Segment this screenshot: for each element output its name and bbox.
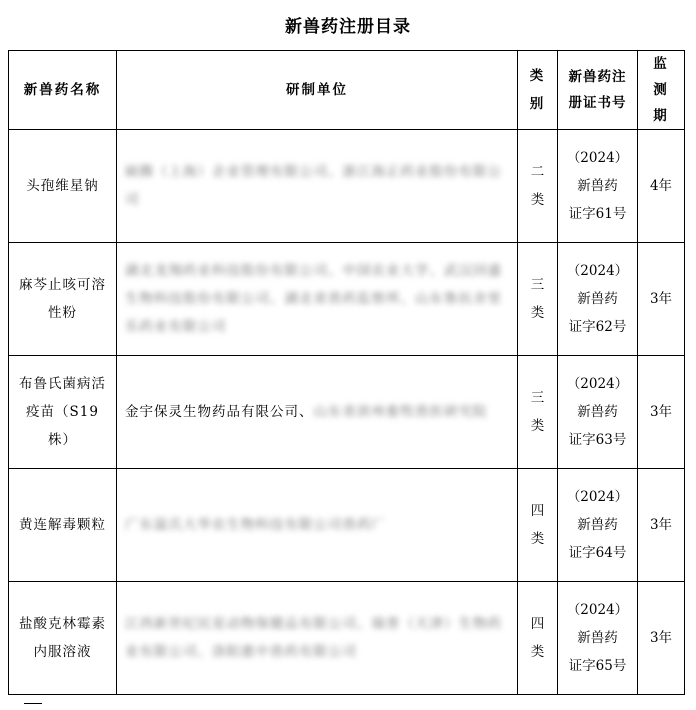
- category-cell: [518, 469, 558, 582]
- developer-unit: [117, 243, 518, 356]
- cert-number: 证字61号: [568, 206, 627, 222]
- cert-number: 证字63号: [568, 432, 627, 448]
- registry-table: [8, 50, 685, 695]
- cert-prefix: 新兽药: [577, 404, 618, 420]
- table-row: [9, 130, 685, 243]
- table-row: [9, 243, 685, 356]
- monitor-period: 3年: [638, 356, 685, 469]
- cert-year: （2024）: [566, 150, 629, 166]
- drug-name: 麻芩止咳可溶性粉: [9, 243, 117, 356]
- table-row: [9, 469, 685, 582]
- developer-unit: [117, 356, 518, 469]
- cert-year: （2024）: [566, 489, 629, 505]
- monitor-period: 4年: [638, 130, 685, 243]
- developer-unit-redacted: 山东省滨州畜牧兽医研究院: [313, 404, 488, 420]
- drug-name: 盐酸克林霉素内服溶液: [9, 582, 117, 695]
- header-category: [518, 51, 558, 130]
- cert-year: （2024）: [566, 602, 629, 618]
- table-row: [9, 582, 685, 695]
- cert-cell: [558, 582, 638, 695]
- category: 四类: [530, 616, 545, 660]
- category-cell: [518, 582, 558, 695]
- category-cell: [518, 243, 558, 356]
- cert-year: （2024）: [566, 263, 629, 279]
- page-title: 新兽药注册目录: [285, 17, 411, 37]
- category: 二类: [530, 164, 545, 208]
- cert-number: 证字62号: [568, 319, 627, 335]
- monitor-period: 3年: [638, 582, 685, 695]
- developer-unit-redacted: 江西新世纪民星动物保健品有限公司、瑞普（天津）生物药业有限公司、洛阳惠中兽药有限公司: [125, 616, 502, 660]
- cert-prefix: 新兽药: [577, 291, 618, 307]
- cert-cell: [558, 356, 638, 469]
- drug-name: 布鲁氏菌病活疫苗（S19株）: [9, 356, 117, 469]
- table-row: [9, 356, 685, 469]
- drug-name: 头孢维星钠: [9, 130, 117, 243]
- developer-unit-redacted: 硕腾（上海）企业管理有限公司、浙江海正药业股份有限公司: [125, 164, 502, 208]
- cert-prefix: 新兽药: [577, 630, 618, 646]
- header-monitor-label: 监测期: [653, 56, 669, 124]
- category-cell: [518, 130, 558, 243]
- developer-unit-text: 金宇保灵生物药品有限公司、: [125, 404, 314, 420]
- cert-prefix: 新兽药: [577, 517, 618, 533]
- footnote-stub: [24, 703, 42, 704]
- header-monitor: [638, 51, 685, 130]
- header-name: 新兽药名称: [9, 51, 117, 130]
- header-category-label: 类别: [529, 68, 546, 112]
- developer-unit-redacted: 广东温氏大华农生物科技有限公司兽药厂: [125, 517, 386, 533]
- monitor-period: 3年: [638, 243, 685, 356]
- cert-cell: [558, 469, 638, 582]
- header-cert-label: 新兽药注册证书号: [568, 69, 627, 111]
- table-header-row: [9, 51, 685, 130]
- header-cert: [558, 51, 638, 130]
- category-cell: [518, 356, 558, 469]
- category: 三类: [530, 390, 545, 434]
- cert-prefix: 新兽药: [577, 178, 618, 194]
- cert-year: （2024）: [566, 376, 629, 392]
- developer-unit: [117, 469, 518, 582]
- monitor-period: 3年: [638, 469, 685, 582]
- cert-cell: [558, 130, 638, 243]
- cert-cell: [558, 243, 638, 356]
- header-unit: 研制单位: [117, 51, 518, 130]
- category: 四类: [530, 503, 545, 547]
- developer-unit-redacted: 湖北龙翔药业科技股份有限公司、中国农业大学、武汉回盛生物科技股份有限公司、湖北省兽药监察所、山东鲁抗舍里乐药业有限公司: [125, 263, 502, 335]
- category: 三类: [530, 277, 545, 321]
- cert-number: 证字64号: [568, 545, 627, 561]
- developer-unit: [117, 130, 518, 243]
- developer-unit: [117, 582, 518, 695]
- drug-name: 黄连解毒颗粒: [9, 469, 117, 582]
- cert-number: 证字65号: [568, 658, 627, 674]
